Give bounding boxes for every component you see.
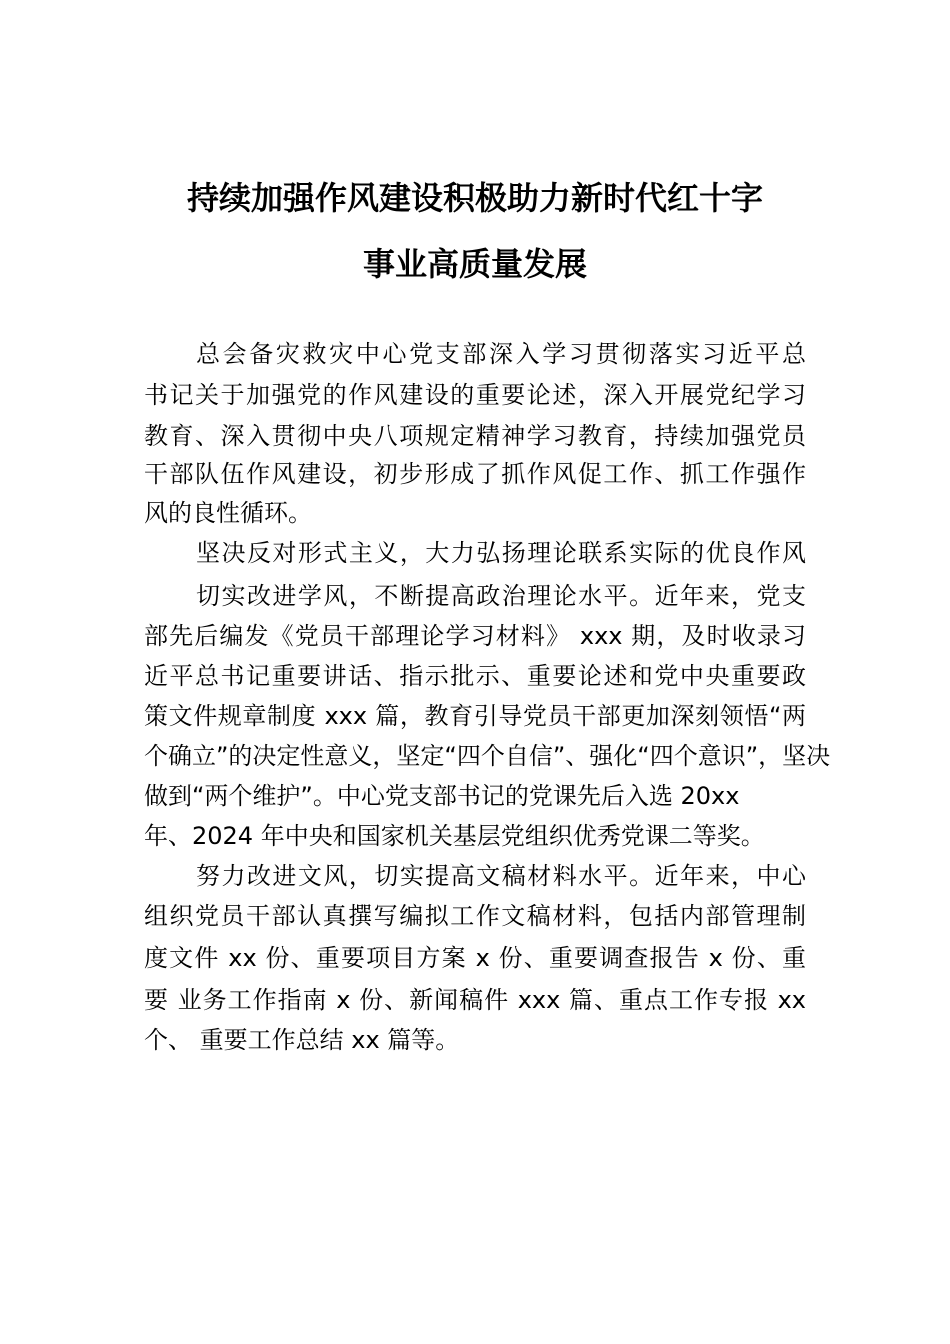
paragraph-line: 努力改进文风，切实提高文稿材料水平。近年来，中心 bbox=[196, 862, 806, 890]
paragraph-line: 部先后编发《党员干部理论学习材料》 xxx 期，及时收录习 bbox=[144, 622, 806, 650]
paragraph-line: 做到“两个维护”。中心党支部书记的党课先后入选 20xx bbox=[144, 782, 740, 810]
paragraph-line: 书记关于加强党的作风建设的重要论述，深入开展党纪学习 bbox=[144, 381, 806, 409]
document-title-line-1: 持续加强作风建设积极助力新时代红十字 bbox=[186, 179, 763, 217]
paragraph-line: 度文件 xx 份、重要项目方案 x 份、重要调查报告 x 份、重 bbox=[144, 944, 806, 972]
paragraph-line: 年、2024 年中央和国家机关基层党组织优秀党课二等奖。 bbox=[144, 822, 765, 850]
paragraph-line: 风的良性循环。 bbox=[144, 499, 312, 527]
section-heading-line: 坚决反对形式主义，大力弘扬理论联系实际的优良作风 bbox=[196, 539, 806, 567]
paragraph-line: 切实改进学风，不断提高政治理论水平。近年来，党支 bbox=[196, 582, 806, 610]
paragraph-line: 总会备灾救灾中心党支部深入学习贯彻落实习近平总 bbox=[196, 340, 806, 368]
paragraph-line: 近平总书记重要讲话、指示批示、重要论述和党中央重要政 bbox=[144, 662, 806, 690]
paragraph-line: 要 业务工作指南 x 份、新闻稿件 xxx 篇、重点工作专报 xx bbox=[144, 986, 806, 1014]
paragraph-line: 干部队伍作风建设，初步形成了抓作风促工作、抓工作强作 bbox=[144, 460, 806, 488]
document-title-line-2: 事业高质量发展 bbox=[362, 245, 587, 283]
paragraph-line: 个、 重要工作总结 xx 篇等。 bbox=[144, 1026, 460, 1054]
paragraph-line: 组织党员干部认真撰写编拟工作文稿材料，包括内部管理制 bbox=[144, 902, 806, 930]
paragraph-line: 个确立”的决定性意义，坚定“四个自信”、强化“四个意识”，坚决 bbox=[144, 742, 831, 770]
paragraph-line: 教育、深入贯彻中央八项规定精神学习教育，持续加强党员 bbox=[144, 422, 806, 450]
paragraph-line: 策文件规章制度 xxx 篇，教育引导党员干部更加深刻领悟“两 bbox=[144, 702, 806, 730]
